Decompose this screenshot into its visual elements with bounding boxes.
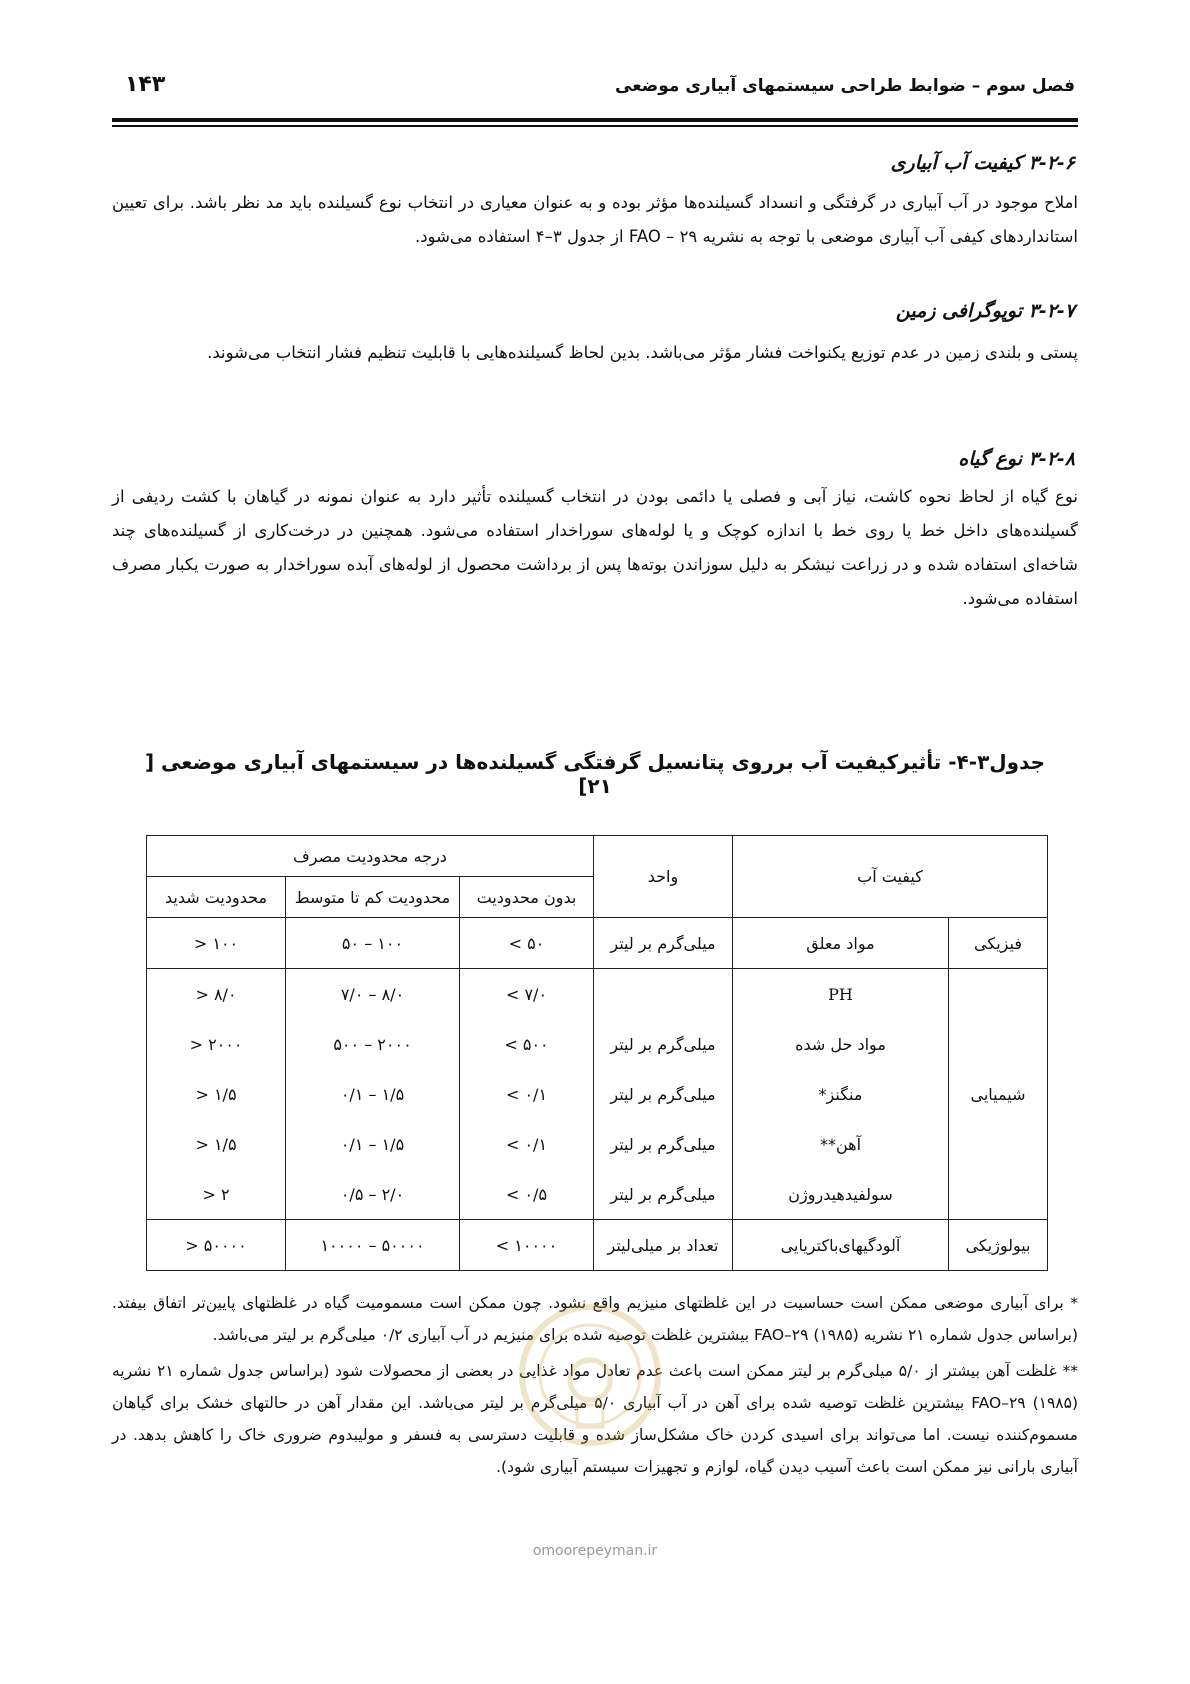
severe-cell: ۱/۵ <	[147, 1119, 286, 1169]
page-header	[115, 72, 1075, 106]
watermark-seal-icon	[515, 1300, 665, 1450]
header-none: بدون محدودیت	[460, 877, 594, 918]
slight-cell: ۲/۰ – ۰/۵	[286, 1169, 460, 1220]
table-row	[147, 1169, 1048, 1220]
header-unit: واحد	[594, 836, 733, 918]
header-quality: کیفیت آب	[733, 836, 1048, 918]
none-cell: ۱۰۰۰۰ >	[460, 1220, 594, 1271]
severe-cell: ۱/۵ <	[147, 1069, 286, 1119]
footnote-iron: ** غلظت آهن بیشتر از ۵/۰ میلی‌گرم بر لیتر ممکن است باعث عدم تعادل مواد غذایی در بعضی از محصولات شود (براساس جدول شماره ۲۱ نشریه (۱۹۸۵) ۲۹–FAO بیشترین غلظت توصیه شده برای آهن در آب آبیاری ۵/۰ میلی‌گرم بر لیتر می‌باشد. این مقدار آهن در حالتهای خشک برای گیاهان مسموم‌کننده نیست. اما می‌تواند برای اسیدی کردن خاک مشکل‌ساز شده و قابلیت دسترسی به فسفر و مولیبدوم ضروری خاک را کاهش بدهد. در آبیاری بارانی نیز ممکن است باعث آسیب دیدن گیاه، لوازم و تجهیزات سیستم آبیاری شود).	[112, 1362, 1078, 1476]
category-cell: فیزیکی	[949, 918, 1048, 969]
header-rule-thin	[112, 125, 1078, 127]
section-paragraph: پستی و بلندی زمین در عدم توزیع یکنواخت فشار مؤثر می‌باشد. بدین لحاظ گسیلنده‌هایی با قابلیت تنظیم فشار انتخاب می‌شوند.	[207, 343, 1078, 362]
section-heading: ۳-۲-۶ کیفیت آب آبیاری	[890, 152, 1075, 174]
table-row	[147, 1019, 1048, 1069]
section-heading: ۳-۲-۸ نوع گیاه	[958, 448, 1075, 470]
chapter-title: فصل سوم – ضوابط طراحی سیستمهای آبیاری موضعی	[615, 76, 1075, 96]
severe-cell: ۲۰۰۰ <	[147, 1019, 286, 1069]
slight-cell: ۲۰۰۰ – ۵۰۰	[286, 1019, 460, 1069]
water-quality-table	[146, 835, 1048, 1271]
table-row	[147, 918, 1048, 969]
section-heading: ۳-۲-۷ توپوگرافی زمین	[895, 300, 1075, 322]
param-cell: مواد حل شده	[733, 1019, 949, 1069]
table-caption: جدول۳-۴- تأثیرکیفیت آب برروی پتانسیل گرفتگی گسیلنده‌ها در سیستمهای آبیاری موضعی [ ۲۱]	[144, 750, 1046, 798]
param-cell: PH	[733, 969, 949, 1020]
header-severe: محدودیت شدید	[147, 877, 286, 918]
header-restriction-group: درجه محدودیت مصرف	[147, 836, 594, 877]
watermark-site: omoorepeyman.ir	[532, 1543, 658, 1559]
slight-cell: ۸/۰ – ۷/۰	[286, 969, 460, 1020]
page-number: ۱۴۳	[125, 72, 166, 97]
table-row	[147, 1220, 1048, 1271]
unit-cell: میلی‌گرم بر لیتر	[594, 1169, 733, 1220]
unit-cell: میلی‌گرم بر لیتر	[594, 1019, 733, 1069]
severe-cell: ۱۰۰ <	[147, 918, 286, 969]
table-row	[147, 1119, 1048, 1169]
severe-cell: ۲ <	[147, 1169, 286, 1220]
param-cell: سولفیدهیدروژن	[733, 1169, 949, 1220]
section-paragraph: نوع گیاه از لحاظ نحوه کاشت، نیاز آبی و فصلی یا دائمی بودن در انتخاب گسیلنده تأثیر دارد به عنوان نمونه در گیاهان با کشت ردیفی از گسیلنده‌های داخل خط یا روی خط با اندازه کوچک و یا لوله‌های سوراخدار استفاده می‌شود. همچنین در درخت‌کاری از گسیلنده‌های چند شاخه‌ای استفاده شده و در زراعت نیشکر به دلیل سوزاندن بوته‌ها پس از برداشت محصول از لوله‌های آبده سوراخدار به صورت یکبار مصرف استفاده می‌شود.	[112, 487, 1078, 608]
unit-cell: میلی‌گرم بر لیتر	[594, 918, 733, 969]
severe-cell: ۸/۰ <	[147, 969, 286, 1020]
slight-cell: ۱/۵ – ۰/۱	[286, 1069, 460, 1119]
category-cell: شیمیایی	[949, 969, 1048, 1220]
slight-cell: ۱۰۰ – ۵۰	[286, 918, 460, 969]
unit-cell: تعداد بر میلی‌لیتر	[594, 1220, 733, 1271]
param-cell: منگنز*	[733, 1069, 949, 1119]
footnote-manganese: * برای آبیاری موضعی ممکن است حساسیت در این غلظتهای منیزیم واقع نشود. چون ممکن است مسمومیت گیاه در غلظتهای پایین‌تر اتفاق بیفتد. (براساس جدول شماره ۲۱ نشریه (۱۹۸۵) ۲۹–FAO بیشترین غلظت توصیه شده برای منیزیم در آب آبیاری ۰/۲ میلی‌گرم بر لیتر می‌باشد.	[112, 1294, 1078, 1344]
slight-cell: ۱/۵ – ۰/۱	[286, 1119, 460, 1169]
severe-cell: ۵۰۰۰۰ <	[147, 1220, 286, 1271]
unit-cell: میلی‌گرم بر لیتر	[594, 1119, 733, 1169]
unit-cell	[594, 969, 733, 1020]
none-cell: ۵۰۰ >	[460, 1019, 594, 1069]
param-cell: آهن**	[733, 1119, 949, 1169]
param-cell: مواد معلق	[733, 918, 949, 969]
none-cell: ۵۰ >	[460, 918, 594, 969]
none-cell: ۰/۱ >	[460, 1069, 594, 1119]
unit-cell: میلی‌گرم بر لیتر	[594, 1069, 733, 1119]
header-rule-thick	[112, 118, 1078, 122]
header-slight: محدودیت کم تا متوسط	[286, 877, 460, 918]
table-row	[147, 969, 1048, 1020]
section-paragraph: املاح موجود در آب آبیاری در گرفتگی و انسداد گسیلنده‌ها مؤثر بوده و به عنوان معیاری در انتخاب نوع گسیلنده باید مد نظر باشد. برای تعیین استانداردهای کیفی آب آبیاری موضعی با توجه به نشریه ۲۹ – FAO از جدول ۳–۴ استفاده می‌شود.	[112, 193, 1078, 246]
table-header-row	[147, 836, 1048, 877]
none-cell: ۰/۵ >	[460, 1169, 594, 1220]
param-cell: آلودگیهای‌باکتریایی	[733, 1220, 949, 1271]
none-cell: ۰/۱ >	[460, 1119, 594, 1169]
slight-cell: ۵۰۰۰۰ – ۱۰۰۰۰	[286, 1220, 460, 1271]
none-cell: ۷/۰ >	[460, 969, 594, 1020]
category-cell: بیولوژیکی	[949, 1220, 1048, 1271]
table-row	[147, 1069, 1048, 1119]
